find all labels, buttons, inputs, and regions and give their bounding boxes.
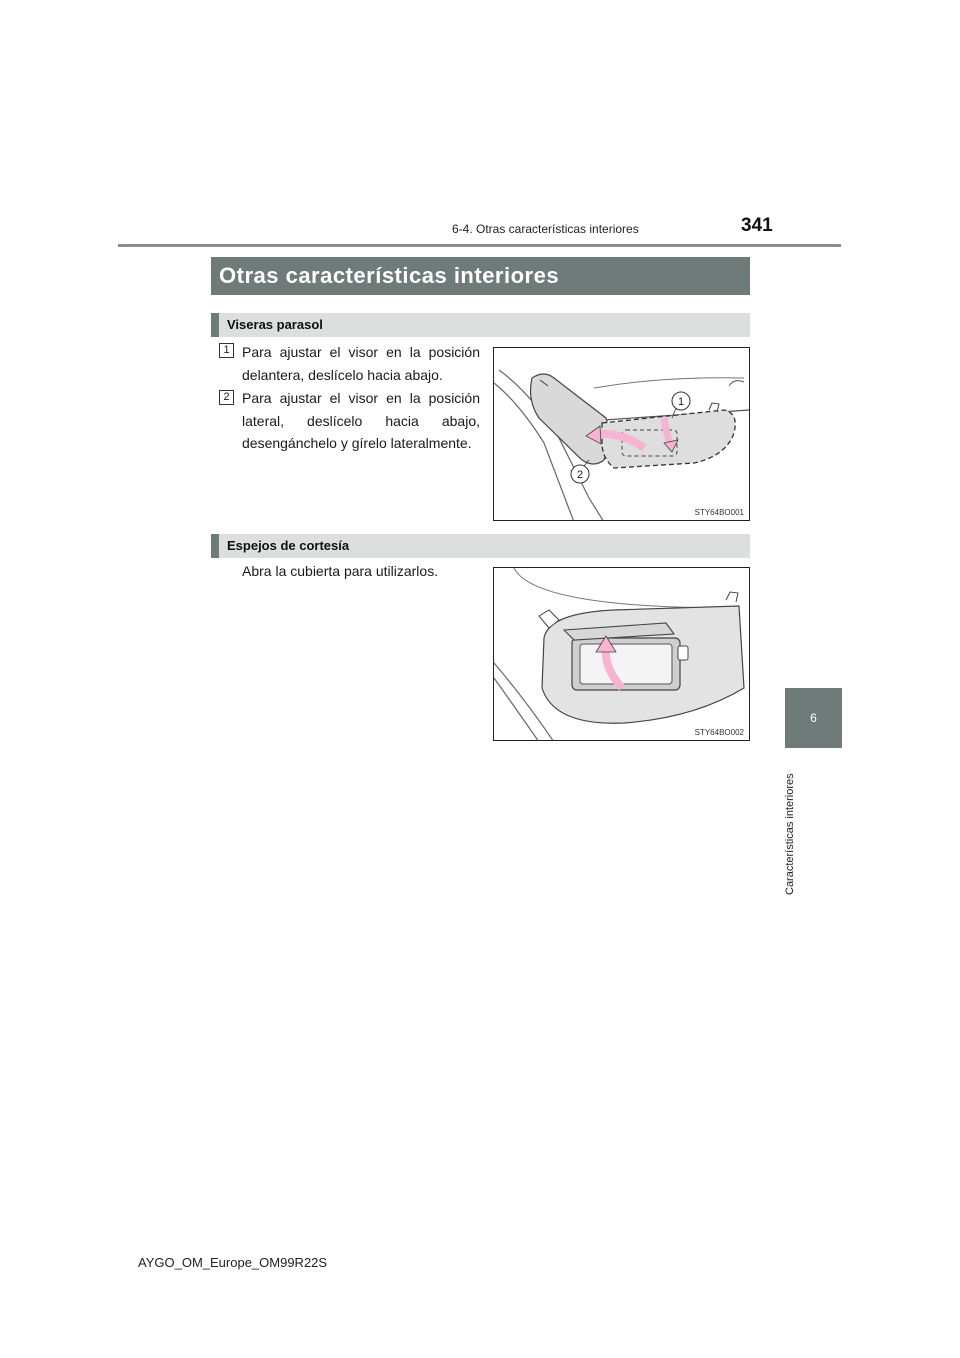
step-marker-1: 1 <box>219 343 234 358</box>
figure-code: STY64BO002 <box>694 728 744 737</box>
section-heading-vanity-mirrors: Espejos de cortesía <box>211 534 750 558</box>
vanity-mirror-illustration <box>493 567 750 741</box>
callout-2: 2 <box>576 469 584 481</box>
side-chapter-text: Características interiores <box>784 773 796 895</box>
chapter-tab: 6 <box>785 688 842 748</box>
vanity-mirror-text: Abra la cubierta para utilizarlos. <box>242 563 439 579</box>
sun-visor-drawing <box>494 348 750 521</box>
callout-1: 1 <box>677 396 685 408</box>
side-chapter-label <box>770 755 810 900</box>
section-heading-sun-visors: Viseras parasol <box>211 313 750 337</box>
vanity-mirror-drawing <box>494 568 750 741</box>
page-number: 341 <box>741 215 773 236</box>
sun-visor-illustration <box>493 347 750 521</box>
step-marker-2: 2 <box>219 390 234 405</box>
step-2-text: Para ajustar el visor en la posición lateral, deslícelo hacia abajo, desengánchelo y gírelo lateralmente. <box>242 390 480 451</box>
step-1-text: Para ajustar el visor en la posición delantera, deslícelo hacia abajo. <box>242 344 480 383</box>
section-reference: 6-4. Otras características interiores <box>452 222 639 236</box>
chapter-title: Otras características interiores <box>211 257 750 295</box>
header-rule <box>118 244 841 247</box>
document-code: AYGO_OM_Europe_OM99R22S <box>138 1255 328 1270</box>
figure-code: STY64BO001 <box>694 508 744 517</box>
